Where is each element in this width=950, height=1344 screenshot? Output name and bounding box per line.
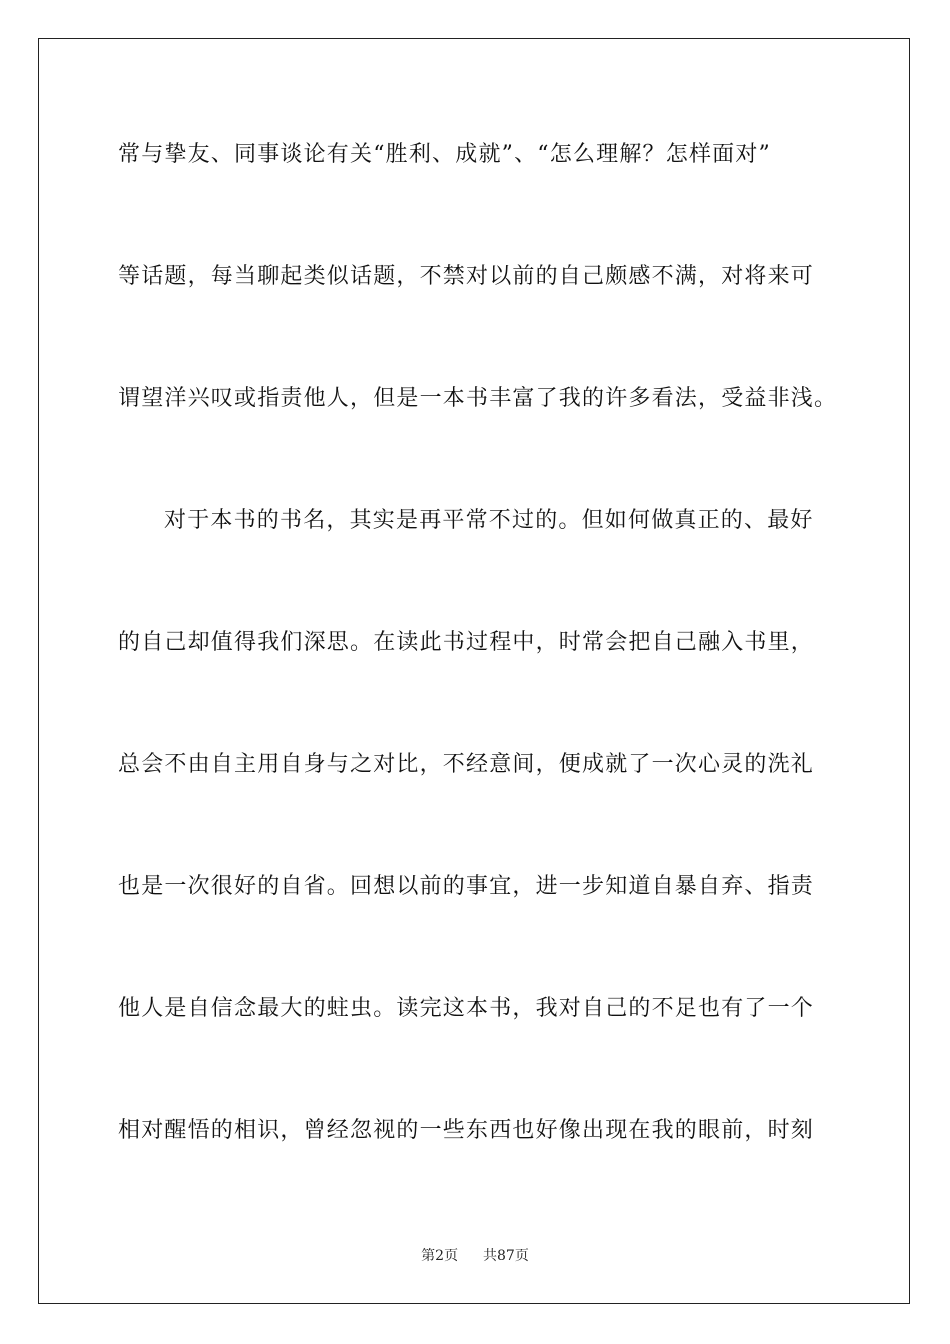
- body-line-4-paragraph-start: 对于本书的书名，其实是再平常不过的。但如何做真正的、最好: [164, 508, 814, 533]
- body-line-7: 也是一次很好的自省。回想以前的事宜，进一步知道自暴自弃、指责: [118, 874, 815, 899]
- body-line-1: 常与挚友、同事谈论有关“胜利、成就”、“怎么理解？怎样面对”: [118, 142, 771, 167]
- body-line-8: 他人是自信念最大的蛀虫。读完这本书，我对自己的不足也有了一个: [118, 996, 815, 1021]
- body-line-6: 总会不由自主用自身与之对比，不经意间，便成就了一次心灵的洗礼: [118, 752, 815, 777]
- page-number: 第2页: [421, 1248, 459, 1264]
- body-line-3: 谓望洋兴叹或指责他人，但是一本书丰富了我的许多看法，受益非浅。: [118, 386, 838, 411]
- body-line-9: 相对醒悟的相识，曾经忽视的一些东西也好像出现在我的眼前，时刻: [118, 1118, 815, 1143]
- page-total: 共87页: [483, 1248, 529, 1264]
- page-border: [38, 38, 910, 1304]
- page-footer: [0, 1246, 950, 1266]
- body-line-5: 的自己却值得我们深思。在读此书过程中，时常会把自己融入书里，: [118, 630, 815, 655]
- body-line-2: 等话题，每当聊起类似话题，不禁对以前的自己颇感不满，对将来可: [118, 264, 815, 289]
